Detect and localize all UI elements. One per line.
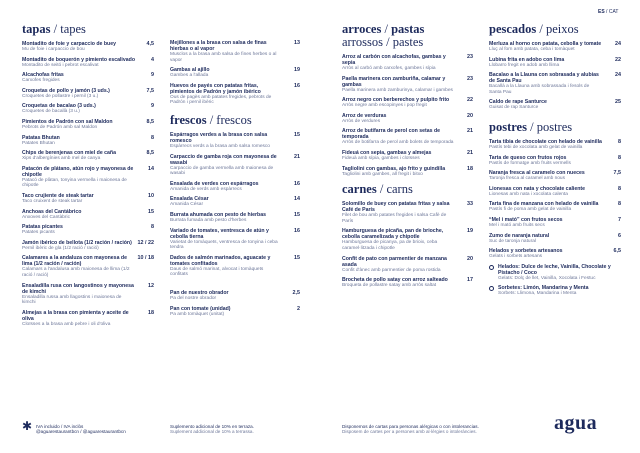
menu-item xyxy=(22,119,154,131)
terrace-supplement-es: Suplemento adicional de 10% en terraza. xyxy=(170,424,255,429)
item-description: Lionesas amb nata i xocolata calenta xyxy=(489,191,568,197)
item-price: 21 xyxy=(467,128,473,135)
item-name: Chips de berenjenas con miel de caña xyxy=(22,150,116,157)
item-description: Paella marinera amb zamburinya, calamar i gambes xyxy=(342,87,453,93)
footer-iva xyxy=(36,424,126,435)
menu-item xyxy=(170,154,300,177)
item-description: Calamars a l'andalusa amb maionesa de llima (1/2 ració / ració) xyxy=(22,267,130,278)
item-price: 14 xyxy=(294,196,300,203)
item-description: Patacó de plàtan, tonyina vermella i maionesa de chipotle xyxy=(22,177,127,189)
item-name: Merluza al horno con patata, cebolla y tomate xyxy=(489,41,602,47)
item-price: 16 xyxy=(294,82,300,89)
item-description: Pastís tebi de xocolata amb gelat de vainilla xyxy=(489,144,583,150)
item-description: Taco cruixent de steak tartar xyxy=(22,198,83,204)
menu-item xyxy=(489,217,621,229)
item-name: Ensaladilla rusa con langostinos y mayonesa de kimchi xyxy=(22,282,134,295)
item-name: Arroz negro con berberechos y pulpito frito xyxy=(342,97,450,104)
item-name: Anchoas del Cantábrico xyxy=(22,208,82,215)
item-price: 7 xyxy=(618,216,621,223)
menu-item xyxy=(489,41,621,53)
item-description: Lluç al forn amb patata, ceba i tomàquet xyxy=(489,47,575,52)
menu-item xyxy=(342,54,473,72)
item-description: Carxofes fregides xyxy=(22,78,60,84)
item-description: Varietat de tomàquets, ventresca de tonyina i ceba tendra xyxy=(170,239,278,251)
flavour-name: Helados: Dulce de leche, Vainilla, Chocolate y Pistacho / Coco xyxy=(498,263,611,276)
item-name: Ensalada de verdes con espárragos xyxy=(170,180,259,187)
menu-item xyxy=(22,209,154,221)
item-description: Gelats i sorbets artesans xyxy=(489,254,543,260)
column-tapas-frescos xyxy=(170,40,300,321)
item-name: Taco crujiente de steak tartar xyxy=(22,192,94,199)
item-description: Arròs de verdures xyxy=(342,118,381,124)
menu-item xyxy=(170,212,300,224)
item-name: Lubina frita en adobo con lima xyxy=(489,56,565,63)
menu-item xyxy=(489,72,621,95)
item-description: Mel i mató amb fruits secs xyxy=(489,222,545,228)
menu-item xyxy=(489,248,621,260)
item-name: Pimientos de Padrón con sal Maldon xyxy=(22,118,113,125)
item-description: Pa del nostre obrador xyxy=(170,295,217,301)
menu-item xyxy=(22,224,154,236)
item-description: Croquetes de pollastre i pernil (3 u.) xyxy=(22,93,99,99)
tapas-list-continued xyxy=(170,40,300,106)
item-description: Croquetes de bacallà (3 u.) xyxy=(22,109,80,115)
item-name: Naranja fresca al caramelo con nueces xyxy=(489,170,585,177)
item-name: Pan con tomate (unidad) xyxy=(170,305,231,312)
item-price: 15 xyxy=(294,131,300,138)
item-name: Huevos de payés con patatas fritas, pimientos de Padrón y jamón ibérico xyxy=(170,82,261,95)
item-name: Tarta fina de manzana con helado de vainilla xyxy=(489,201,599,208)
item-price: 15 xyxy=(294,254,300,261)
menu-item xyxy=(22,283,154,306)
item-price: 21 xyxy=(294,153,300,160)
menu-item xyxy=(170,290,300,302)
item-description: Arròs al carbó amb carxofes, gambes i sípia xyxy=(342,66,436,71)
item-description: Fideuà amb sípia, gambes i cloïsses xyxy=(342,155,420,161)
circle-bullet-icon xyxy=(489,286,494,291)
flavour-item xyxy=(489,264,621,282)
section-title-arroces: arroces / pastas arrossos / pastes xyxy=(342,22,425,49)
item-price: 19 xyxy=(467,228,473,235)
postres-list xyxy=(489,139,621,260)
item-price: 8 xyxy=(618,138,621,145)
item-price: 12 / 22 xyxy=(137,239,154,246)
item-price: 6 xyxy=(618,232,621,239)
item-description: Espàrrecs verds a la brasa amb salsa romesco xyxy=(170,143,270,149)
menu-item xyxy=(22,41,154,53)
item-name: Mejillones a la brasa con salsa de finas hierbas o al vapor xyxy=(170,40,267,52)
flavour-item xyxy=(489,285,621,297)
item-price: 9 xyxy=(151,103,154,110)
menu-item xyxy=(22,57,154,69)
item-price: 12 xyxy=(148,282,154,289)
item-price: 8 xyxy=(151,224,154,231)
item-name: Paella marinera con zamburiña, calamar y gambas xyxy=(342,75,446,88)
item-price: 10 xyxy=(148,192,154,199)
menu-item xyxy=(489,170,621,182)
item-name: Confit de pato con parmentier de manzana asada xyxy=(342,255,447,268)
item-name: Hamburguesa de picaña, pan de brioche, cebolla caramelizada y chipotle xyxy=(342,228,444,241)
item-name: Ensalada César xyxy=(170,196,209,203)
menu-item xyxy=(22,88,154,100)
item-description: Ensaladilla russa amb llagostins i maionesa de kimchi xyxy=(22,294,122,306)
lang-other[interactable]: CAT xyxy=(608,9,619,15)
carnes-list xyxy=(342,201,473,289)
menu-item xyxy=(170,196,300,208)
item-description: Confit d'ànec amb parmentier de poma rostida xyxy=(342,267,441,273)
item-name: Solomillo de buey con patatas fritas y salsa Café de París xyxy=(342,201,450,214)
item-name: Zumo de naranja natural xyxy=(489,232,550,239)
item-price: 13 xyxy=(294,40,300,46)
menu-item xyxy=(22,240,154,252)
item-price: 23 xyxy=(467,75,473,82)
item-description: Pastís fi de poma amb gelat de vainilla xyxy=(489,207,572,213)
item-price: 2 xyxy=(297,305,300,312)
menu-item xyxy=(342,76,473,94)
item-description: Pernil ibèric de gla (1/2 ració / ració) xyxy=(22,245,99,251)
section-title-pescados: pescados / peixos xyxy=(489,22,579,36)
item-name: Alcachofas fritas xyxy=(22,72,64,79)
column-arroces-carnes xyxy=(342,23,473,293)
item-description: Patates Bhutan xyxy=(22,140,55,146)
menu-item xyxy=(489,99,621,111)
item-price: 20 xyxy=(467,112,473,119)
item-name: Gambas al ajillo xyxy=(170,67,210,74)
item-description: Carpaccio de gamba vermella amb maionesa de wasabi xyxy=(170,165,274,177)
item-name: Variado de tomates, ventresca de atún y cebolla tierna xyxy=(170,227,269,240)
item-name: Arroz de verduras xyxy=(342,112,387,119)
item-name: Patatas Bhutan xyxy=(22,134,60,141)
language-switch[interactable]: ES / CAT xyxy=(598,9,619,15)
item-price: 8,5 xyxy=(146,118,154,125)
item-price: 15 xyxy=(148,208,154,215)
footer-supplement xyxy=(170,424,254,435)
allergen-note-es: Disponemos de cartas para personas alérgicas o con intolerancias. xyxy=(342,424,479,429)
item-price: 15 xyxy=(294,211,300,218)
item-name: Lionesas con nata y chocolate caliente xyxy=(489,185,586,192)
item-description: Musclos a la brasa amb salsa de fines herbes o al vapor xyxy=(170,52,277,63)
item-description: Montadito de seitó i pebrot escalivat xyxy=(22,62,99,68)
ice-cream-flavours xyxy=(489,264,621,297)
menu-item xyxy=(22,103,154,115)
menu-item xyxy=(22,193,154,205)
menu-item xyxy=(342,277,473,289)
item-price: 21 xyxy=(467,149,473,156)
menu-item xyxy=(489,201,621,213)
item-price: 7,5 xyxy=(146,87,154,94)
menu-item xyxy=(342,128,473,146)
item-name: Montadito de foie y carpaccio de buey xyxy=(22,41,116,47)
item-name: Fideuá con sepia, gambas y almejas xyxy=(342,149,432,156)
item-name: Patatas picantes xyxy=(22,224,63,231)
agua-logo: agua xyxy=(554,412,598,434)
item-description: Anxoves del Cantàbric xyxy=(22,214,70,220)
item-description: Mu de foie i carpaccio de bou xyxy=(22,47,85,52)
item-name: Bacalao a la Llauna con sobrasada y alubias de Santa Pau xyxy=(489,72,599,85)
menu-item xyxy=(170,181,300,193)
snowflake-icon: ✱ xyxy=(22,419,33,433)
item-description: Amanida de verds amb espàrrecs xyxy=(170,186,242,192)
flavour-description: Sorbets: Llimona, Mandarina i Menta xyxy=(498,291,577,297)
item-price: 8 xyxy=(151,134,154,141)
item-name: Arroz de butifarra de perol con setas de temporada xyxy=(342,128,441,141)
menu-item xyxy=(342,113,473,125)
allergen-note-ca: Disposem de cartes per a persones amb al·lèrgies o intoleràncies. xyxy=(342,429,477,435)
lang-active[interactable]: ES xyxy=(598,9,605,15)
item-description: Guisat de rap Santurce xyxy=(489,105,539,111)
item-name: Caldo de rape Santurce xyxy=(489,99,547,106)
item-description: Daus de salmó marinat, alvocat i tomàquets confitats xyxy=(170,266,264,278)
social-handle[interactable]: @aguarestaurantbcn / @aguarestaurantbcn xyxy=(36,429,126,435)
item-description: Arròs negre amb escopinyes i pop fregit xyxy=(342,103,427,109)
menu-item xyxy=(170,228,300,251)
column-tapas xyxy=(22,23,154,331)
item-description: Hamburguesa de picanya, pa de brioix, ceba caramel·litzada i chipotle xyxy=(342,240,438,251)
item-price: 18 xyxy=(148,309,154,316)
item-price: 23 xyxy=(467,54,473,60)
item-price: 17 xyxy=(467,277,473,284)
tapas-list xyxy=(22,41,154,327)
item-name: Almejas a la brasa con pimienta y aceite de oliva xyxy=(22,309,129,322)
item-price: 33 xyxy=(467,201,473,208)
item-description: Suc de taronja natural xyxy=(489,238,536,244)
item-description: Burrata fumada amb pesto d'herbes xyxy=(170,217,247,223)
item-price: 8 xyxy=(618,154,621,161)
item-description: Broqueta de pollastre satay amb arròs saltat xyxy=(342,283,437,289)
column-pescados-postres xyxy=(489,23,621,301)
item-description: Gambes a l'allada xyxy=(170,73,209,79)
section-title-frescos: frescos / frescos xyxy=(170,112,252,127)
item-price: 20 xyxy=(467,255,473,262)
pescados-list xyxy=(489,41,621,111)
item-price: 8,5 xyxy=(146,150,154,157)
section-title-postres: postres / postres xyxy=(489,119,573,134)
item-price: 7,5 xyxy=(613,170,621,177)
menu-item xyxy=(22,166,154,189)
item-name: Carpaccio de gamba roja con mayonesa de wasabi xyxy=(170,153,277,166)
item-price: 22 xyxy=(615,56,621,63)
item-name: Jamón ibérico de bellota (1/2 ración / ración) xyxy=(22,239,132,246)
item-description: Pa amb tomàquet (unitat) xyxy=(170,311,225,317)
menu-item xyxy=(342,228,473,251)
item-name: Croquetas de bacalao (3 uds.) xyxy=(22,103,96,110)
menu-item xyxy=(342,150,473,162)
bread-list xyxy=(170,290,300,317)
item-price: 9 xyxy=(151,72,154,79)
item-name: Tarta tibia de chocolate con helado de vainilla xyxy=(489,138,602,145)
item-price: 14 xyxy=(148,165,154,172)
menu-item xyxy=(22,310,154,328)
section-title-tapas: tapas / tapes xyxy=(22,22,86,36)
item-name: Croquetas de pollo y jamón (3 uds.) xyxy=(22,87,110,94)
menu-item xyxy=(22,72,154,84)
menu-item xyxy=(170,306,300,318)
menu-item xyxy=(22,255,154,278)
item-name: Brocheta de pollo satay con arroz salteado xyxy=(342,277,448,284)
menu-item xyxy=(489,155,621,167)
item-description: Pebrots de Padrón amb sal Maldon xyxy=(22,124,98,130)
menu-item xyxy=(170,83,300,106)
item-description: Arròs de botifarra de perol amb bolets de temporada xyxy=(342,140,454,146)
item-description: Ous de pagès amb patates fregides, pebrots de Padrón i pernil ibèric xyxy=(170,94,272,106)
item-description: Patates picants xyxy=(22,230,55,236)
menu-item xyxy=(342,256,473,274)
item-price: 19 xyxy=(294,67,300,74)
flavour-name: Sorbetes: Limón, Mandarina y Menta xyxy=(498,285,589,292)
menu-item xyxy=(489,139,621,151)
item-price: 18 xyxy=(467,165,473,172)
circle-bullet-icon xyxy=(489,265,494,270)
footer-allergens xyxy=(342,424,479,435)
section-title-carnes: carnes / carns xyxy=(342,182,413,197)
menu-item xyxy=(342,166,473,178)
item-name: Helados y sorbetes artesanos xyxy=(489,248,563,255)
item-name: Dados de salmón marinados, aguacate y tomates confitados xyxy=(170,254,271,267)
item-name: Calamares a la andaluza con mayonesa de lima (1/2 ración / ración) xyxy=(22,255,127,268)
item-name: Burrata ahumada con pesto de hierbas xyxy=(170,211,266,218)
item-price: 24 xyxy=(615,72,621,79)
item-name: Espárragos verdes a la brasa con salsa romesco xyxy=(170,131,268,144)
item-name: “Mel i mató” con frutos secos xyxy=(489,216,563,223)
item-price: 8 xyxy=(618,201,621,208)
item-name: Montadito de boquerón y pimiento escalivado xyxy=(22,56,135,63)
menu-item xyxy=(22,135,154,147)
menu-item xyxy=(342,201,473,224)
menu-item xyxy=(170,132,300,150)
item-price: 10 / 18 xyxy=(137,255,154,262)
menu-item xyxy=(22,150,154,162)
item-price: 2,5 xyxy=(292,289,300,296)
menu-item xyxy=(170,255,300,278)
item-description: Taronja fresca al caramel amb nous xyxy=(489,176,565,182)
item-description: Pastís de formatge amb fruits vermells xyxy=(489,160,571,166)
item-price: 22 xyxy=(467,97,473,104)
item-description: Bacallà a la Llauna amb sobrassada i fesols de Santa Pau xyxy=(489,84,590,95)
menu-item xyxy=(489,233,621,245)
item-description: Tagliolini amb gambes, all fregit i bitxo xyxy=(342,171,423,177)
item-price: 4,5 xyxy=(146,41,154,47)
item-name: Tarta de queso con frutos rojos xyxy=(489,154,567,161)
arroces-list xyxy=(342,54,473,177)
item-price: 24 xyxy=(615,41,621,47)
item-price: 16 xyxy=(294,227,300,234)
item-name: Pan de nuestro obrador xyxy=(170,289,229,296)
menu-item xyxy=(489,57,621,69)
item-name: Arroz al carbón con alcachofas, gambas y sepia xyxy=(342,54,446,66)
item-price: 4 xyxy=(151,56,154,63)
menu-item xyxy=(342,97,473,109)
menu-item xyxy=(489,186,621,198)
item-name: Tagliolini con gambas, ajo frito y guindilla xyxy=(342,165,446,172)
item-price: 8 xyxy=(618,185,621,192)
item-price: 25 xyxy=(615,99,621,106)
item-name: Patacón de plátano, atún rojo y mayonesa de chipotle xyxy=(22,165,134,178)
item-description: Amanida César xyxy=(170,202,204,208)
item-price: 16 xyxy=(294,180,300,187)
menu-item xyxy=(170,67,300,79)
item-price: 6,5 xyxy=(613,248,621,255)
flavour-description: Gelats: Dolç de llet, Vainilla, Xocolata i Festuc xyxy=(498,275,596,281)
frescos-list xyxy=(170,132,300,278)
terrace-supplement-ca: Suplement addicional de 10% a terrassa. xyxy=(170,429,254,435)
item-description: Filet de bou amb patates fregides i salsa Cafè de París xyxy=(342,213,447,224)
iva-note: IVA incluido / IVA inclòs xyxy=(36,424,84,429)
menu-item xyxy=(170,40,300,63)
item-description: Xips d'albergínies amb mel de canya xyxy=(22,156,101,162)
item-description: Cloïsses a la brasa amb pebre i oli d'oliva xyxy=(22,321,111,327)
item-description: Llobarro fregit en adob amb llima xyxy=(489,62,560,68)
